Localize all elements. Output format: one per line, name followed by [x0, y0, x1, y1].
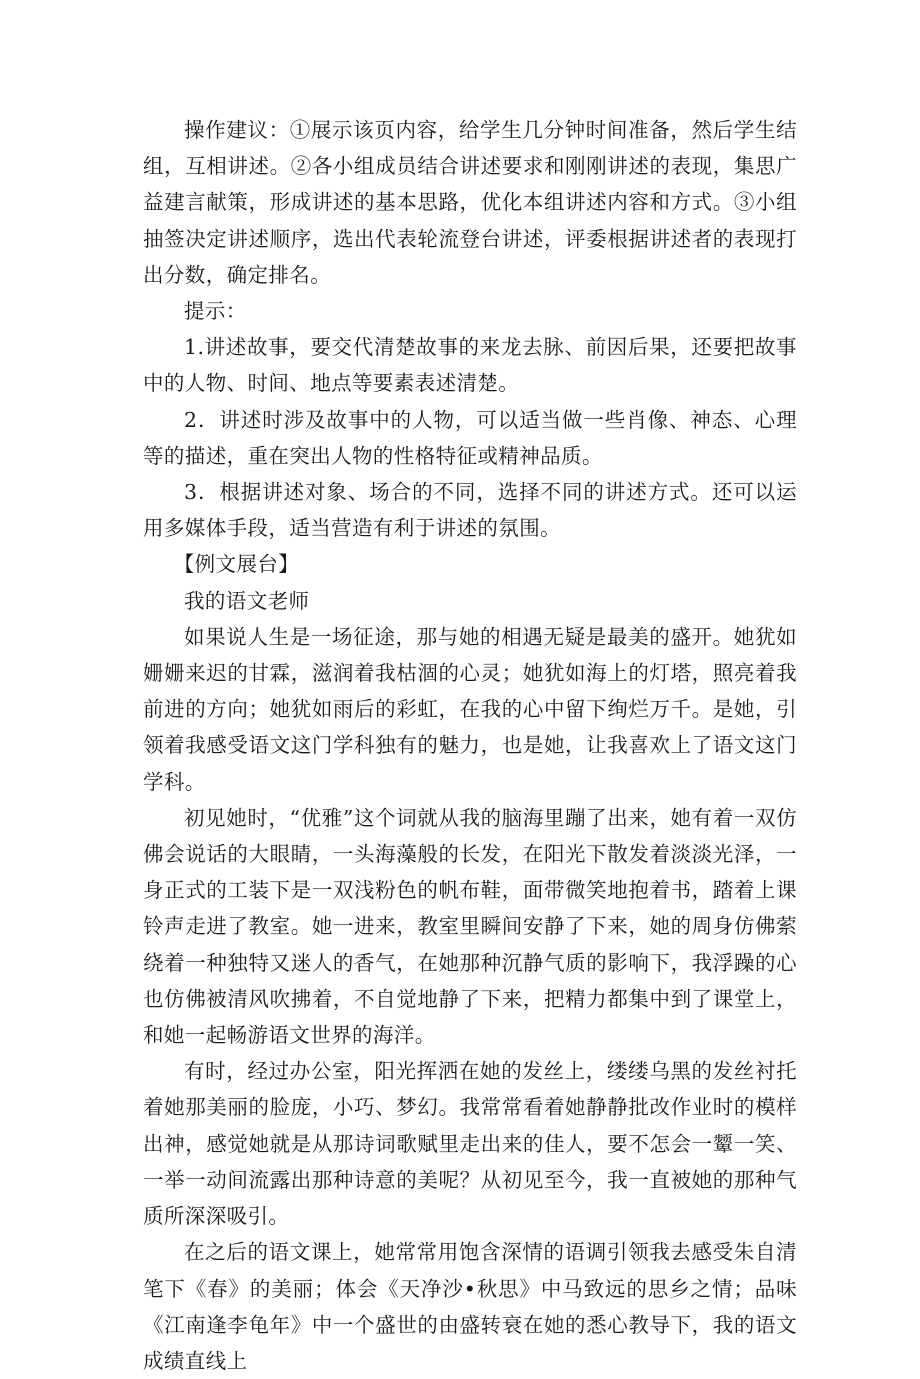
essay-paragraph: 如果说人生是一场征途，那与她的相遇无疑是最美的盛开。她犹如姗姗来迟的甘霖，滋润着我枯涸的心灵；她犹如海上的灯塔，照亮着我前进的方向；她犹如雨后的彩虹，在我的心中留下绚烂万千。是她，引领着我感受语文这门学科独有的魅力，也是她，让我喜欢上了语文这门学科。 — [143, 624, 797, 794]
tip-item: 2．讲述时涉及故事中的人物，可以适当做一些肖像、神态、心理等的描述，重在突出人物的性格特征或精神品质。 — [143, 407, 797, 468]
example-section-heading: 【例文展台】 — [173, 552, 300, 577]
tip-item: 1.讲述故事，要交代清楚故事的来龙去脉、前因后果，还要把故事中的人物、时间、地点等要素表述清楚。 — [143, 335, 797, 396]
essay-paragraph: 在之后的语文课上，她常常用饱含深情的语调引领我去感受朱自清笔下《春》的美丽；体会《天净沙•秋思》中马致远的思乡之情；品味《江南逢李龟年》中一个盛世的由盛转衰在她的悉心教导下，我的语文成绩直线上 — [143, 1240, 797, 1373]
tip-item: 3．根据讲述对象、场合的不同，选择不同的讲述方式。还可以运用多媒体手段，适当营造有利于讲述的氛围。 — [143, 480, 797, 541]
operation-suggestion: 操作建议：①展示该页内容，给学生几分钟时间准备，然后学生结组，互相讲述。②各小组成员结合讲述要求和刚刚讲述的表现，集思广益建言献策，形成讲述的基本思路，优化本组讲述内容和方式。③小组抽签决定讲述顺序，选出代表轮流登台讲述，评委根据讲述者的表现打出分数，确定排名。 — [143, 118, 797, 287]
document-page — [143, 112, 797, 1379]
essay-paragraph: 初见她时，“优雅”这个词就从我的脑海里蹦了出来，她有着一双仿佛会说话的大眼睛，一头海藻般的长发，在阳光下散发着淡淡光泽，一身正式的工装下是一双浅粉色的帆布鞋，面带微笑地抱着书，踏着上课铃声走进了教室。她一进来，教室里瞬间安静了下来，她的周身仿佛萦绕着一种独特又迷人的香气，在她那种沉静气质的影响下，我浮躁的心也仿佛被清风吹拂着，不自觉地静了下来，把精力都集中到了课堂上，和她一起畅游语文世界的海洋。 — [143, 805, 797, 1048]
tips-heading: 提示： — [184, 299, 247, 324]
essay-paragraph: 有时，经过办公室，阳光挥洒在她的发丝上，缕缕乌黑的发丝衬托着她那美丽的脸庞，小巧、梦幻。我常常看着她静静批改作业时的模样出神，感觉她就是从那诗词歌赋里走出来的佳人，要不怎会一颦一笑、一举一动间流露出那种诗意的美呢？从初见至今，我一直被她的那种气质所深深吸引。 — [143, 1059, 797, 1229]
essay-title: 我的语文老师 — [184, 588, 310, 613]
